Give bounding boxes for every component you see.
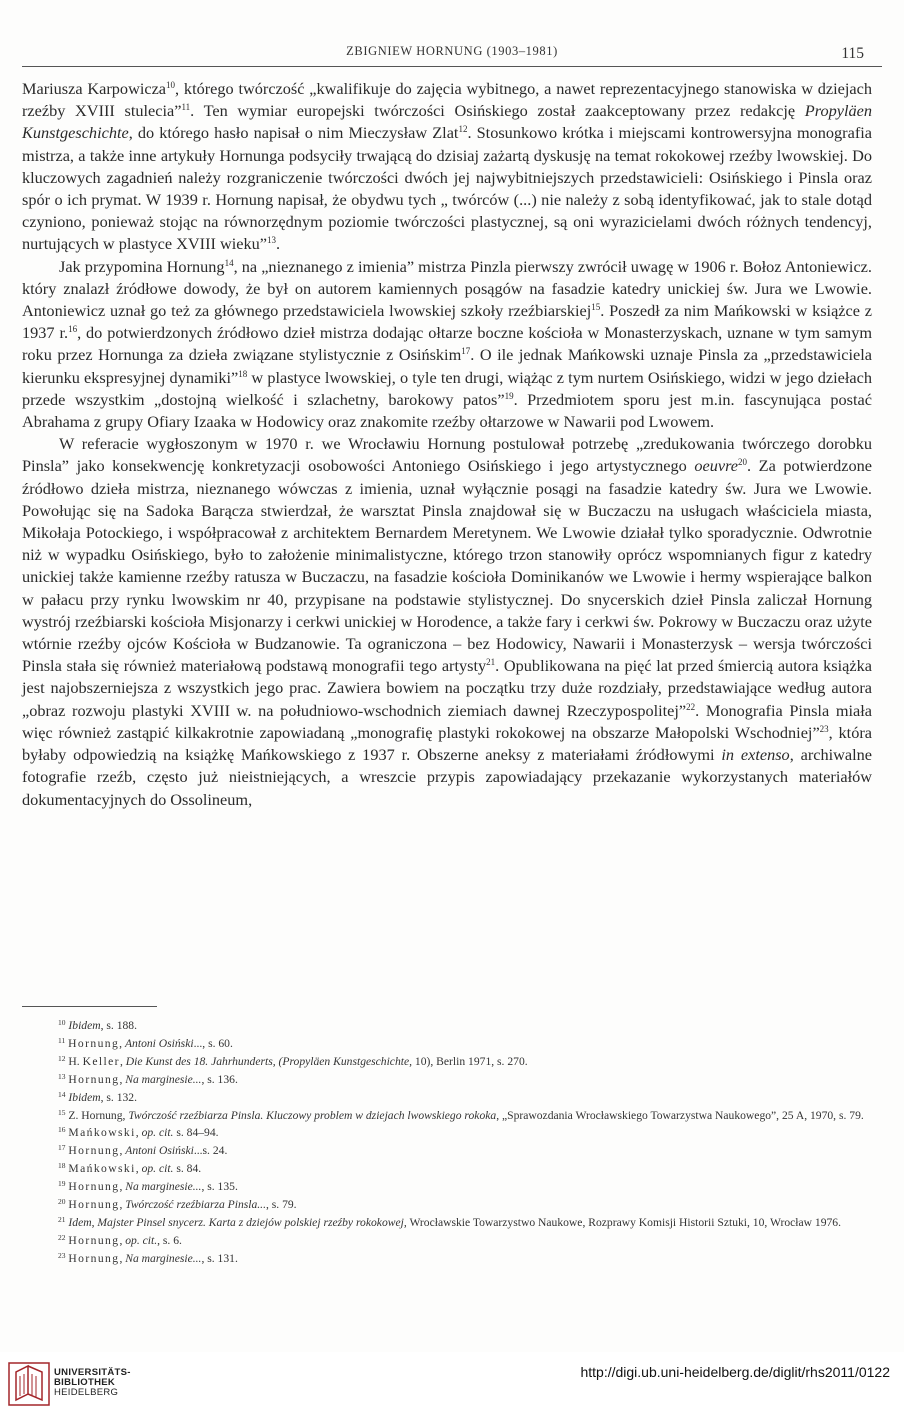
footnote-18: $^{18}$ Mańkowski, op. cit. s. 84. (58, 1161, 202, 1176)
page-header (22, 44, 882, 67)
footnote-15: $^{15}$ Z. Hornung, Twórczość rzeźbiarza Pinsla. Kluczowy problem w dziejach lwowskiego rokoka, „Sprawozdania Wrocławskiego Towarzystwa Naukowego”, 25 A, 1970, s. 79. (58, 1107, 864, 1122)
footnote-ref[interactable]: 14 (224, 257, 234, 268)
footnote-19: $^{19}$ Hornung, Na marginesie..., s. 135. (58, 1179, 238, 1194)
paragraph-3: W referacie wygłoszonym w 1970 r. we Wrocławiu Hornung postulował potrzebę „zredukowania twórczego dorobku Pinsla” jako konsekwencję konkretyzacji osobowości Antoniego Osińskiego i jego artystycznego oeuvre$^{20}$. Za potwierdzone źródłowo dzieła mistrza, nieznanego wówczas z imienia, uznał wyłącznie posągi na fasadzie katedry św. Jura we Lwowie. Powołując się na Sadoka Barącza stwierdzał, że warsztat Pinsla znajdował się w Buczaczu na usługach właściciela miasta, Mikołaja Potockiego, i współpracował z architektem Bernardem Meretynem. We Lwowie działał tylko sporadycznie. Odwrotnie niż w wypadku Osińskiego, było to założenie minimalistyczne, którego trzon stanowiły oprócz wspomnianych figur z katedry unickiej także kamienne rzeźby ratusza w Buczaczu, na fasadzie kościoła Dominikanów we Lwowie i hermy wspierające balkon w pałacu przy rynku lwowskim nr 40, przypisane na podstawie stylistycznej. Do snycerskich dzieł Pinsla zaliczał Hornung wystrój rzeźbiarski kościoła Misjonarzy i cerkwi unickiej w Horodence, a także fary i cerkwi św. Pokrowy w Buczaczu oraz użyte wtórnie rzeźby ojców Kościoła w Budzanowie. Ta ograniczona – bez Hodowicy, Nawarii i Monasterzysk – wersja twórczości Pinsla stała się również materiałową podstawą monografii tego artysty$^{21}$. Opublikowana na pięć lat przed śmiercią autora książka jest najobszerniejsza z wszystkich jego prac. Zawiera bowiem na początku trzy duże rozdziały, przedstawiające według autora „obraz rozwoju plastyki XVIII w. na południowo-wschodnich ziemiach dawnej Rzeczypospolitej”$^{22}$. Monografia Pinsla miała więc również zastąpić kilkakrotnie zapowiadaną „monografię plastyki rokokowej na obszarze Małopolski Wschodniej”$^{23}$, która byłaby odpowiedzią na książkę Mańkowskiego z 1937 r. Obszerne aneksy z materiałami źródłowymi in extenso, archiwalne fotografie rzeźb, często już nieistniejących, a wreszcie przypis zapowiadający przekazanie wykorzystanych materiałów dokumentacyjnych do Ossolineum, (22, 434, 873, 809)
footnote-ref[interactable]: 17 (461, 346, 471, 357)
footnote-21: $^{21}$ Idem, Majster Pinsel snycerz. Karta z dziejów polskiej rzeźby rokokowej, Wrocławskie Towarzystwo Naukowe, Rozprawy Komisji Historii Sztuki, 10, Wrocław 1976. (58, 1214, 841, 1229)
footnote-ref[interactable]: 20 (738, 457, 748, 468)
footnote-ref[interactable]: 21 (486, 657, 496, 668)
running-head: ZBIGNIEW HORNUNG (1903–1981) (346, 44, 558, 58)
footnote-ref[interactable]: 11 (181, 102, 191, 113)
footnote-23: $^{23}$ Hornung, Na marginesie..., s. 131. (58, 1250, 238, 1265)
footnote-ref[interactable]: 15 (591, 302, 601, 313)
footnote-10: $^{10}$ Ibidem, s. 188. (58, 1018, 138, 1032)
footnote-ref[interactable]: 23 (819, 723, 829, 734)
paragraph-2: Jak przypomina Hornung$^{14}$, na „nieznanego z imienia” mistrza Pinzla pierwszy zwrócił uwagę w 1906 r. Bołoz Antoniewicz. który znalazł źródłowe dowody, że był on autorem kamiennych posągów na fasadzie katedry unickiej św. Jura we Lwowie. Antoniewicz uznał go też za głównego przedstawiciela lwowskiej szkoły rzeźbiarskiej$^{15}$. Poszedł za nim Mańkowski w książce z 1937 r.$^{16}$, do potwierdzonych źródłowo dzieł mistrza dodając ołtarze boczne kościoła w Monasterzyskach, uznane w tym samym roku przez Hornunga za dzieła związane stylistycznie z Osińskim$^{17}$. O ile jednak Mańkowski uznaje Pinsla za „przedstawiciela kierunku ekspresyjnej dynamiki”$^{18}$ w plastyce lwowskiej, o tyle ten drugi, wiążąc z tym nurtem Osińskiego, widzi w jego dziełach przede wszystkim „dostojną wielkość i szlachetny, barokowy patos”$^{19}$. Przedmiotem sporu jest m.in. fascynująca postać Abrahama z grupy Ofiary Izaaka w Hodowicy oraz znakomite rzeźby ołtarzowe w Nawarii pod Lwowem. (22, 256, 873, 432)
footnotes (22, 1017, 872, 1268)
footnote-ref[interactable]: 13 (267, 235, 277, 246)
footnote-12: $^{12}$ H. Keller, Die Kunst des 18. Jahrhunderts, (Propyläen Kunstgeschichte, 10), Berlin 1971, s. 270. (58, 1053, 528, 1068)
main-text (22, 78, 872, 811)
footnote-ref[interactable]: 18 (238, 368, 248, 379)
digitization-footer (0, 1352, 904, 1421)
footnote-divider (22, 1006, 157, 1007)
footnote-20: $^{20}$ Hornung, Twórczość rzeźbiarza Pinsla..., s. 79. (58, 1197, 297, 1212)
footnote-11: $^{11}$ Hornung, Antoni Osiński..., s. 60. (58, 1035, 233, 1050)
footnote-ref[interactable]: 19 (504, 390, 514, 401)
library-logo-icon (8, 1362, 50, 1406)
library-name: UNIVERSITÄTS- BIBLIOTHEK HEIDELBERG (54, 1367, 131, 1398)
footnote-ref[interactable]: 16 (68, 324, 78, 335)
footnote-ref[interactable]: 12 (458, 124, 468, 135)
footnote-22: $^{22}$ Hornung, op. cit., s. 6. (58, 1232, 182, 1247)
footnote-ref[interactable]: 22 (686, 701, 696, 712)
footnote-14: $^{14}$ Ibidem, s. 132. (58, 1089, 138, 1104)
footnote-13: $^{13}$ Hornung, Na marginesie..., s. 136. (58, 1071, 238, 1086)
footnote-17: $^{17}$ Hornung, Antoni Osiński...s. 24. (58, 1143, 228, 1158)
footnote-16: $^{16}$ Mańkowski, op. cit. s. 84–94. (58, 1125, 219, 1140)
paragraph-1: Mariusza Karpowicza$^{10}$, którego twórczość „kwalifikuje do zajęcia wybitnego, a nawet reprezentacyjnego stanowiska w dziejach rzeźby XVIII stulecia”$^{11}$. Ten wymiar europejski twórczości Osińskiego został zaakceptowany przez redakcję Propyläen Kunstgeschichte, do którego hasło napisał o nim Mieczysław Zlat$^{12}$. Stosunkowo krótka i miejscami kontrowersyjna monografia mistrza, a także inne artykuły Hornunga podsyciły trwającą do dzisiaj zażartą dyskusję na temat rokokowej rzeźby lwowskiej. Do kluczowych zagadnień należy rozgraniczenie twórczości dwóch jej najwybitniejszych przedstawicieli: Osińskiego i Pinsla oraz spór o ich prymat. W 1939 r. Hornung napisał, że obydwu tych „ twórców (...) nie należy z sobą identyfikować, jak to stale dotąd czyniono, ponieważ stojąc na równorzędnym poziomie twórczości plastycznej, są oni wyrazicielami dwóch różnych tendencyj, nurtujących w plastyce XVIII wieku”$^{13}$. (22, 79, 872, 254)
source-url-link[interactable]: http://digi.ub.uni-heidelberg.de/diglit/rhs2011/0122 (580, 1364, 890, 1380)
footnote-ref[interactable]: 10 (166, 80, 176, 90)
page-number: 115 (841, 45, 864, 62)
